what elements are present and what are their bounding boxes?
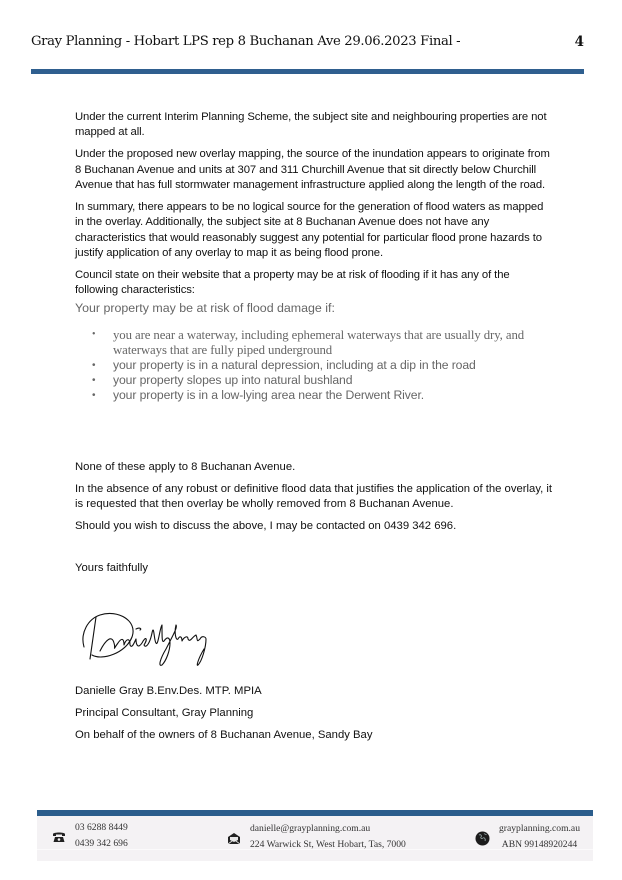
footer-phone-landline: 03 6288 8449 bbox=[75, 822, 128, 833]
list-item-text: your property is in a low-lying area near the Derwent River. bbox=[113, 387, 425, 402]
signatory-on-behalf: On behalf of the owners of 8 Buchanan Avenue, Sandy Bay bbox=[75, 729, 373, 741]
list-item bbox=[92, 358, 550, 373]
paragraph-request-removal: In the absence of any robust or definitive flood data that justifies the application of the overlay, it is requested that then overlay be wholly removed from 8 Buchanan Avenue. bbox=[75, 482, 553, 511]
signatory-name: Danielle Gray B.Env.Des. MTP. MPIA bbox=[75, 685, 262, 697]
conclusion-block bbox=[75, 460, 555, 535]
footer-address: 224 Warwick St, West Hobart, Tas, 7000 bbox=[250, 839, 406, 850]
bullet-icon: • bbox=[92, 374, 96, 386]
closing-salutation: Yours faithfully bbox=[75, 562, 149, 574]
footer-abn: ABN 99148920244 bbox=[501, 839, 578, 850]
bullet-icon: • bbox=[92, 359, 96, 371]
list-item-text: your property slopes up into natural bushland bbox=[113, 372, 353, 387]
footer-contact-bar bbox=[37, 816, 593, 861]
footer-phone-block bbox=[75, 820, 128, 852]
bullet-icon: • bbox=[92, 329, 96, 341]
signature-image bbox=[78, 603, 228, 673]
signatory-role: Principal Consultant, Gray Planning bbox=[75, 707, 254, 719]
paragraph-council-statement: Council state on their website that a property may be at risk of flooding if it has any of the following characteristics: bbox=[75, 268, 510, 297]
paragraph-none-apply: None of these apply to 8 Buchanan Avenue. bbox=[75, 461, 296, 473]
footer-phone-mobile: 0439 342 696 bbox=[75, 838, 128, 849]
footer-email[interactable]: danielle@grayplanning.com.au bbox=[250, 823, 371, 834]
header-divider bbox=[31, 69, 584, 74]
footer-web-block bbox=[499, 821, 580, 853]
paragraph-proposed-overlay: Under the proposed new overlay mapping, the source of the inundation appears to originate from 8 Buchanan Avenue and units at 307 and 311 Churchill Avenue that sit directly below Churchill Avenue that has full stormwater management infrastructure applied along the length of the road. bbox=[75, 148, 550, 192]
page-number: 4 bbox=[574, 34, 584, 50]
globe-icon bbox=[475, 831, 490, 846]
envelope-icon bbox=[227, 832, 241, 845]
footer-email-block bbox=[250, 821, 406, 853]
list-item-text: your property is in a natural depression, including at a dip in the road bbox=[113, 357, 476, 372]
quoted-heading: Your property may be at risk of flood damage if: bbox=[75, 300, 335, 315]
list-item bbox=[92, 388, 550, 403]
list-item bbox=[92, 328, 550, 358]
telephone-icon bbox=[52, 831, 66, 843]
paragraph-interim-scheme: Under the current Interim Planning Scheme, the subject site and neighbouring properties are not mapped at all. bbox=[75, 111, 547, 139]
bullet-icon: • bbox=[92, 389, 96, 401]
quoted-risk-list bbox=[75, 328, 550, 403]
document-title: Gray Planning - Hobart LPS rep 8 Buchanan Ave 29.06.2023 Final - bbox=[31, 34, 461, 49]
footer-website[interactable]: grayplanning.com.au bbox=[499, 823, 580, 834]
paragraph-contact: Should you wish to discuss the above, I may be contacted on 0439 342 696. bbox=[75, 520, 457, 533]
paragraph-summary: In summary, there appears to be no logical source for the generation of flood waters as mapped in the overlay. Additionally, the subject site at 8 Buchanan Avenue does not have any characteristics that would reasonably suggest any potential for particular flood prone hazards to justify application of any overlay to map it as being flood prone. bbox=[75, 200, 544, 260]
list-item-text: you are near a waterway, including ephemeral waterways that are usually dry, and waterways that are fully piped underground bbox=[113, 328, 525, 357]
list-item bbox=[92, 373, 550, 388]
page-header bbox=[31, 34, 586, 54]
letter-body bbox=[75, 110, 550, 403]
